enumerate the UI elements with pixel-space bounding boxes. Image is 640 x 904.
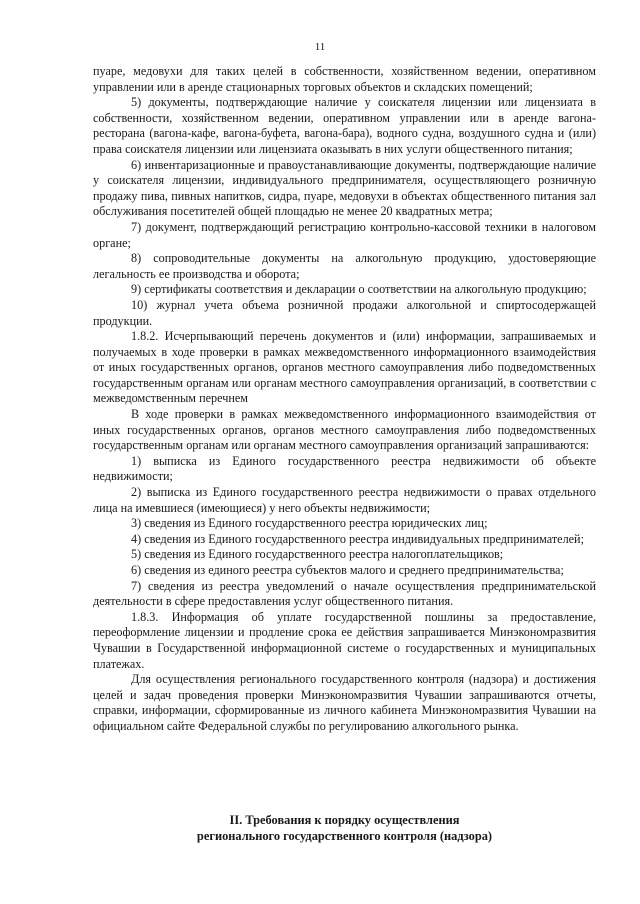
paragraph: 2) выписка из Единого государственного реестра недвижимости о правах отдельного лица на имевшиеся (имеющиеся) у него объекты недвижимости;: [93, 485, 596, 515]
paragraph: В ходе проверки в рамках межведомственного информационного взаимодействия от иных государственных органов, органов местного самоуправления либо подведомственных государственным органам или органам местного самоуправления организаций запрашиваются:: [93, 407, 596, 453]
paragraph: 6) инвентаризационные и правоустанавливающие документы, подтверждающие наличие у соискателя лицензии, индивидуального предпринимателя, осуществляющего розничную продажу пива, пивных напитков, сидра, пуаре, медовухи в объектах общественного питания зал обслуживания посетителей общей площадью не менее 20 квадратных метра;: [93, 157, 596, 219]
paragraph: 9) сертификаты соответствия и декларации о соответствии на алкогольную продукцию;: [131, 282, 587, 297]
section-heading-line-1: II. Требования к порядку осуществления: [229, 813, 460, 827]
paragraph: 7) сведения из реестра уведомлений о начале осуществления предпринимательской деятельности в сфере предоставления услуг общественного питания.: [93, 578, 596, 609]
paragraph: 1.8.3. Информация об уплате государственной пошлины за предоставление, переоформление лицензии и продление срока ее действия запрашивается Минэкономразвития Чувашии в Государственной информационной системе о государственных и муниципальных платежах.: [93, 609, 596, 671]
paragraph: 1.8.2. Исчерпывающий перечень документов и (или) информации, запрашиваемых и получаемых в ходе проверки в рамках межведомственного информационного взаимодействия от иных государственных органов, органов местного самоуправления либо подведомственных государственным органам или органам местного самоуправления организаций, в соответствии с межведомственным перечнем: [93, 329, 596, 406]
page-number: 11: [314, 41, 326, 53]
paragraph: 7) документ, подтверждающий регистрацию контрольно-кассовой техники в налоговом органе;: [93, 219, 596, 250]
paragraph: 6) сведения из единого реестра субъектов малого и среднего предпринимательства;: [131, 563, 564, 577]
paragraph: 4) сведения из Единого государственного реестра индивидуальных предпринимателей;: [131, 531, 584, 546]
paragraph: пуаре, медовухи для таких целей в собственности, хозяйственном ведении, оперативном управлении или в аренде стационарных торговых объектов и складских помещений;: [93, 64, 596, 94]
paragraph: 5) сведения из Единого государственного реестра налогоплательщиков;: [131, 547, 504, 562]
paragraph: 8) сопроводительные документы на алкогольную продукцию, удостоверяющие легальность ее производства и оборота;: [93, 251, 596, 281]
paragraph: 3) сведения из Единого государственного реестра юридических лиц;: [131, 516, 488, 531]
paragraph: 1) выписка из Единого государственного реестра недвижимости об объекте недвижимости;: [93, 453, 596, 484]
paragraph: 10) журнал учета объема розничной продажи алкогольной и спиртосодержащей продукции.: [93, 297, 596, 328]
paragraph: 5) документы, подтверждающие наличие у соискателя лицензии или лицензиата в собственности, хозяйственном ведении, оперативном управлении или в аренде вагона-ресторана (вагона-кафе, вагона-буфета, вагона-бара), водного судна, воздушного судна и (или) права соискателя лицензии или лицензиата оказывать в них услуги общественного питания;: [93, 95, 596, 156]
section-heading-line-2: регионального государственного контроля (надзора): [196, 829, 493, 843]
paragraph: Для осуществления регионального государственного контроля (надзора) и достижения целей и задач проведения проверки Минэкономразвития Чувашии запрашиваются отчеты, справки, информации, сформированные из личного кабинета Минэкономразвития Чувашии на официальном сайте Федеральной службы по регулированию алкогольного рынка.: [93, 672, 596, 733]
section-heading: [93, 812, 596, 844]
document-body: [93, 64, 596, 735]
